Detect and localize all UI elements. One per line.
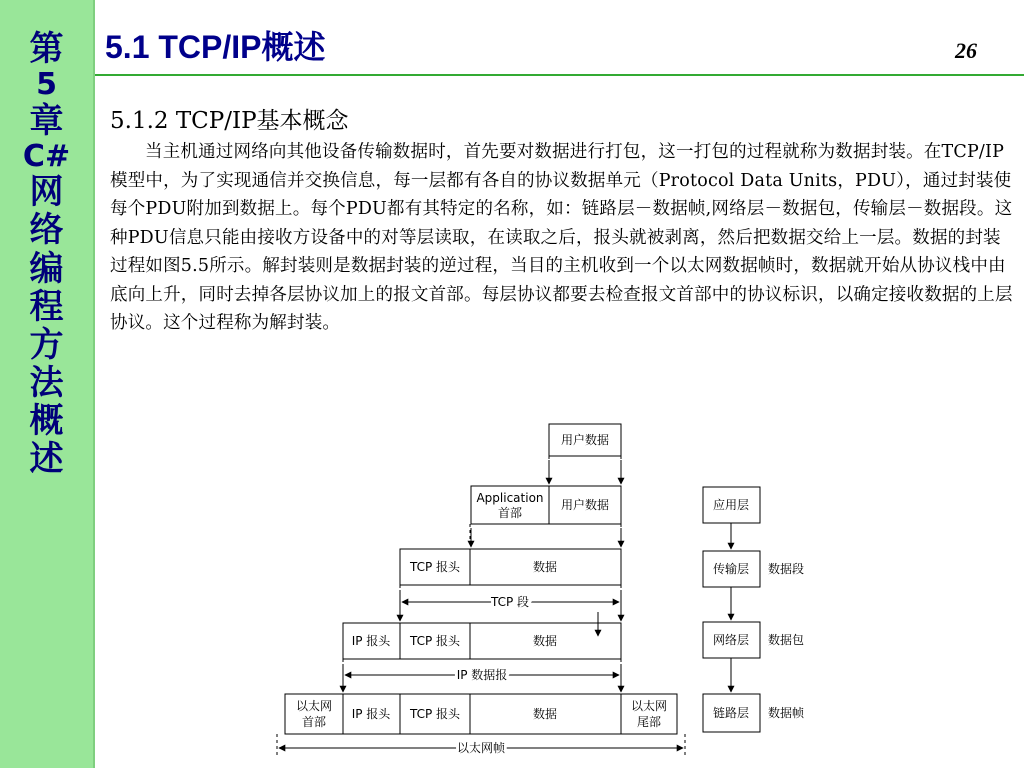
chapter-char: 第 (29, 29, 64, 69)
chapter-char: 法 (29, 362, 64, 403)
row5-eth-trailer-line2: 尾部 (636, 715, 662, 729)
chapter-char: 章 (29, 100, 64, 141)
chapter-char: 网 (29, 172, 64, 213)
row4-tcp-header-label: TCP 报头 (409, 634, 461, 648)
page-number: 26 (955, 38, 977, 63)
layer-transport-pdu: 数据段 (768, 562, 805, 576)
row2-app-header-line2: 首部 (497, 506, 523, 520)
chapter-char: 述 (29, 438, 64, 479)
row4-data-label: 数据 (532, 634, 558, 648)
row5-ip-header-label: IP 报头 (351, 707, 391, 721)
layer-link-label: 链路层 (712, 706, 750, 720)
section-title: 5.1.2 TCP/IP基本概念 (110, 108, 349, 134)
section-body: 当主机通过网络向其他设备传输数据时，首先要对数据进行打包，这一打包的过程就称为数据封装。在TCP/IP模型中，为了实现通信并交换信息，每一层都有各自的协议数据单元（Protocol Data Units，PDU），通过封装使每个PDU附加到数据上。每个PDU都有其特定的名称，如：链路层－数据帧,网络层－数据包，传输层－数据段。这种PDU信息只能由接收方设备中的对等层读取，在读取之后，报头就被剥离，然后把数据交给上一层。数据的封装过程如图5.5所示。解封装则是数据封装的逆过程，当目的主机收到一个以太网数据帧时，数据就开始从协议栈中由底向上升，同时去掉各层协议加上的报文首部。每层协议都要去检查报文首部中的协议标识，以确定接收数据的上层协议。这个过程称为解封装。 (110, 142, 1013, 333)
encapsulation-diagram (0, 420, 1024, 768)
row4-ip-header-label: IP 报头 (351, 634, 391, 648)
chapter-char: 程 (29, 286, 64, 327)
row5-tcp-header-label: TCP 报头 (409, 707, 461, 721)
layer-network-label: 网络层 (712, 633, 750, 647)
chapter-char: 编 (29, 248, 64, 289)
row3-tcp-header-label: TCP 报头 (409, 560, 461, 574)
slide-title: 5.1 TCP/IP概述 (105, 29, 326, 65)
chapter-char: 5 (36, 67, 57, 103)
row5-eth-header-line2: 首部 (301, 715, 327, 729)
row2-user-data-label: 用户数据 (560, 498, 610, 512)
chapter-char: 方 (29, 324, 64, 365)
chapter-char: 概 (29, 400, 64, 441)
row4-span-label: IP 数据报 (456, 668, 508, 682)
chapter-char: C# (22, 138, 71, 174)
layer-transport-label: 传输层 (712, 562, 750, 576)
row2-app-header-line1: Application (476, 491, 544, 505)
title-divider (95, 74, 1024, 76)
chapter-title (0, 30, 93, 478)
row5-eth-trailer-line1: 以太网 (630, 699, 668, 713)
row3-span-label: TCP 段 (490, 595, 530, 609)
layer-network-pdu: 数据包 (768, 633, 805, 647)
layer-link-pdu: 数据帧 (768, 706, 805, 720)
row3-data-label: 数据 (532, 560, 558, 574)
row5-data-label: 数据 (532, 707, 558, 721)
chapter-char: 络 (29, 210, 64, 251)
row1-user-data-label: 用户数据 (560, 433, 610, 447)
row5-eth-header-line1: 以太网 (295, 699, 333, 713)
row5-span-label: 以太网帧 (456, 741, 506, 755)
layer-app-label: 应用层 (712, 498, 750, 512)
